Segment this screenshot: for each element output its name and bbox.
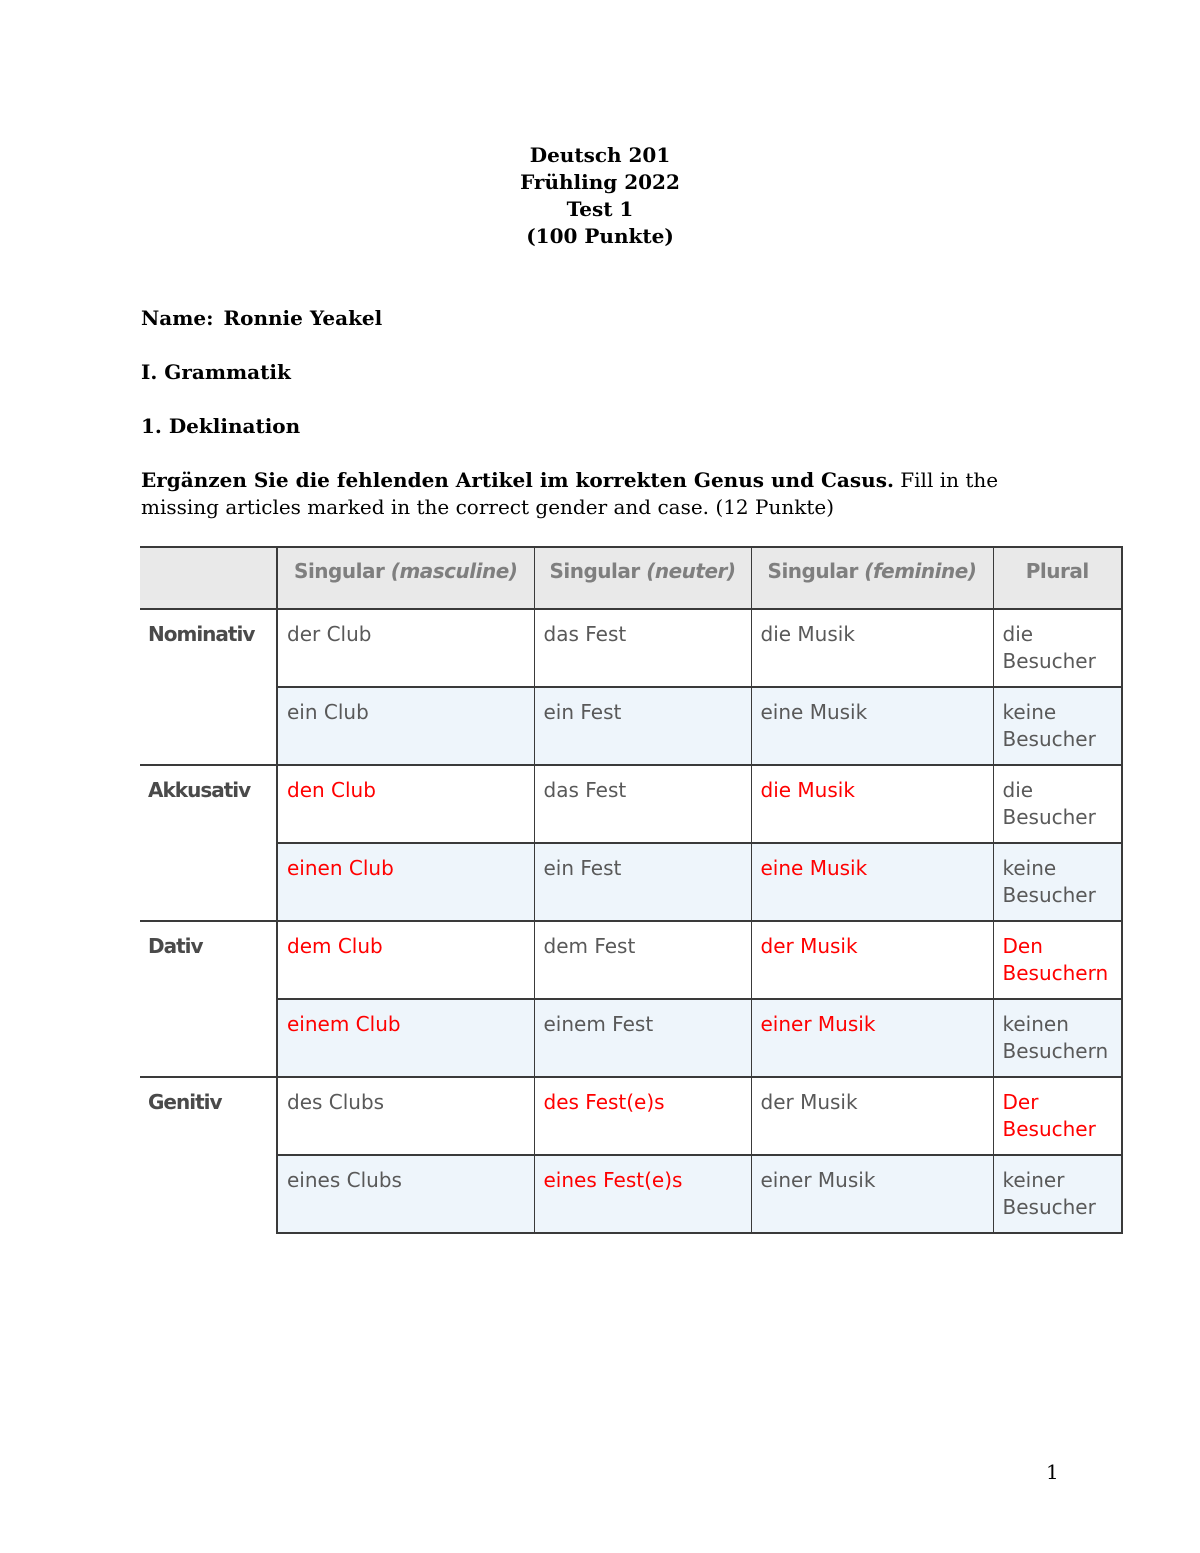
page-number: 1 [1046, 1460, 1059, 1484]
given-cell: eines Clubs [277, 1155, 534, 1233]
instructions-german: Ergänzen Sie die fehlenden Artikel im korrekten Genus und Casus. [141, 468, 894, 492]
answer-cell: Der Besucher [993, 1077, 1122, 1155]
column-header: Plural [993, 547, 1122, 609]
table-row [140, 1155, 1122, 1233]
instructions-english: Fill in the missing articles marked in the correct gender and case. (12 Punkte) [141, 468, 999, 519]
table-row [140, 1077, 1122, 1155]
section-heading: I. Grammatik [141, 360, 291, 384]
given-cell: der Club [277, 609, 534, 687]
case-label: Nominativ [140, 609, 277, 765]
given-cell: der Musik [751, 1077, 993, 1155]
given-cell: einer Musik [751, 1155, 993, 1233]
table-row [140, 687, 1122, 765]
given-cell: die Besucher [993, 609, 1122, 687]
answer-cell: eine Musik [751, 843, 993, 921]
student-name-line [141, 305, 382, 332]
case-label: Akkusativ [140, 765, 277, 921]
subsection-heading: 1. Deklination [141, 414, 301, 438]
table-body [140, 609, 1122, 1233]
given-cell: ein Fest [534, 843, 751, 921]
course-title: Deutsch 201 [529, 143, 671, 167]
table-row [140, 765, 1122, 843]
given-cell: das Fest [534, 609, 751, 687]
given-cell: ein Fest [534, 687, 751, 765]
answer-cell: den Club [277, 765, 534, 843]
given-cell: keine Besucher [993, 843, 1122, 921]
given-cell: keinen Besuchern [993, 999, 1122, 1077]
table-header-row [140, 547, 1122, 609]
given-cell: dem Fest [534, 921, 751, 999]
answer-cell: der Musik [751, 921, 993, 999]
given-cell: keiner Besucher [993, 1155, 1122, 1233]
case-label: Genitiv [140, 1077, 277, 1233]
given-cell: einem Fest [534, 999, 751, 1077]
table-row [140, 921, 1122, 999]
answer-cell: des Fest(e)s [534, 1077, 751, 1155]
term: Frühling 2022 [520, 170, 680, 194]
given-cell: keine Besucher [993, 687, 1122, 765]
given-cell: ein Club [277, 687, 534, 765]
column-header: Singular (feminine) [751, 547, 993, 609]
column-header: Singular (masculine) [277, 547, 534, 609]
declension-table [140, 546, 1123, 1234]
given-cell: eine Musik [751, 687, 993, 765]
given-cell: des Clubs [277, 1077, 534, 1155]
column-header: Singular (neuter) [534, 547, 751, 609]
answer-cell: einem Club [277, 999, 534, 1077]
instructions [141, 467, 1041, 521]
answer-cell: dem Club [277, 921, 534, 999]
given-cell: das Fest [534, 765, 751, 843]
table-row [140, 843, 1122, 921]
total-points: (100 Punkte) [526, 224, 674, 248]
document-header [0, 142, 1200, 250]
corner-cell [140, 547, 277, 609]
given-cell: die Musik [751, 609, 993, 687]
table-row [140, 609, 1122, 687]
answer-cell: eines Fest(e)s [534, 1155, 751, 1233]
answer-cell: einer Musik [751, 999, 993, 1077]
table-row [140, 999, 1122, 1077]
case-label: Dativ [140, 921, 277, 1077]
name-value: Ronnie Yeakel [223, 306, 383, 330]
answer-cell: die Musik [751, 765, 993, 843]
answer-cell: einen Club [277, 843, 534, 921]
given-cell: die Besucher [993, 765, 1122, 843]
answer-cell: Den Besuchern [993, 921, 1122, 999]
name-label: Name: [141, 306, 214, 330]
test-title: Test 1 [566, 197, 634, 221]
